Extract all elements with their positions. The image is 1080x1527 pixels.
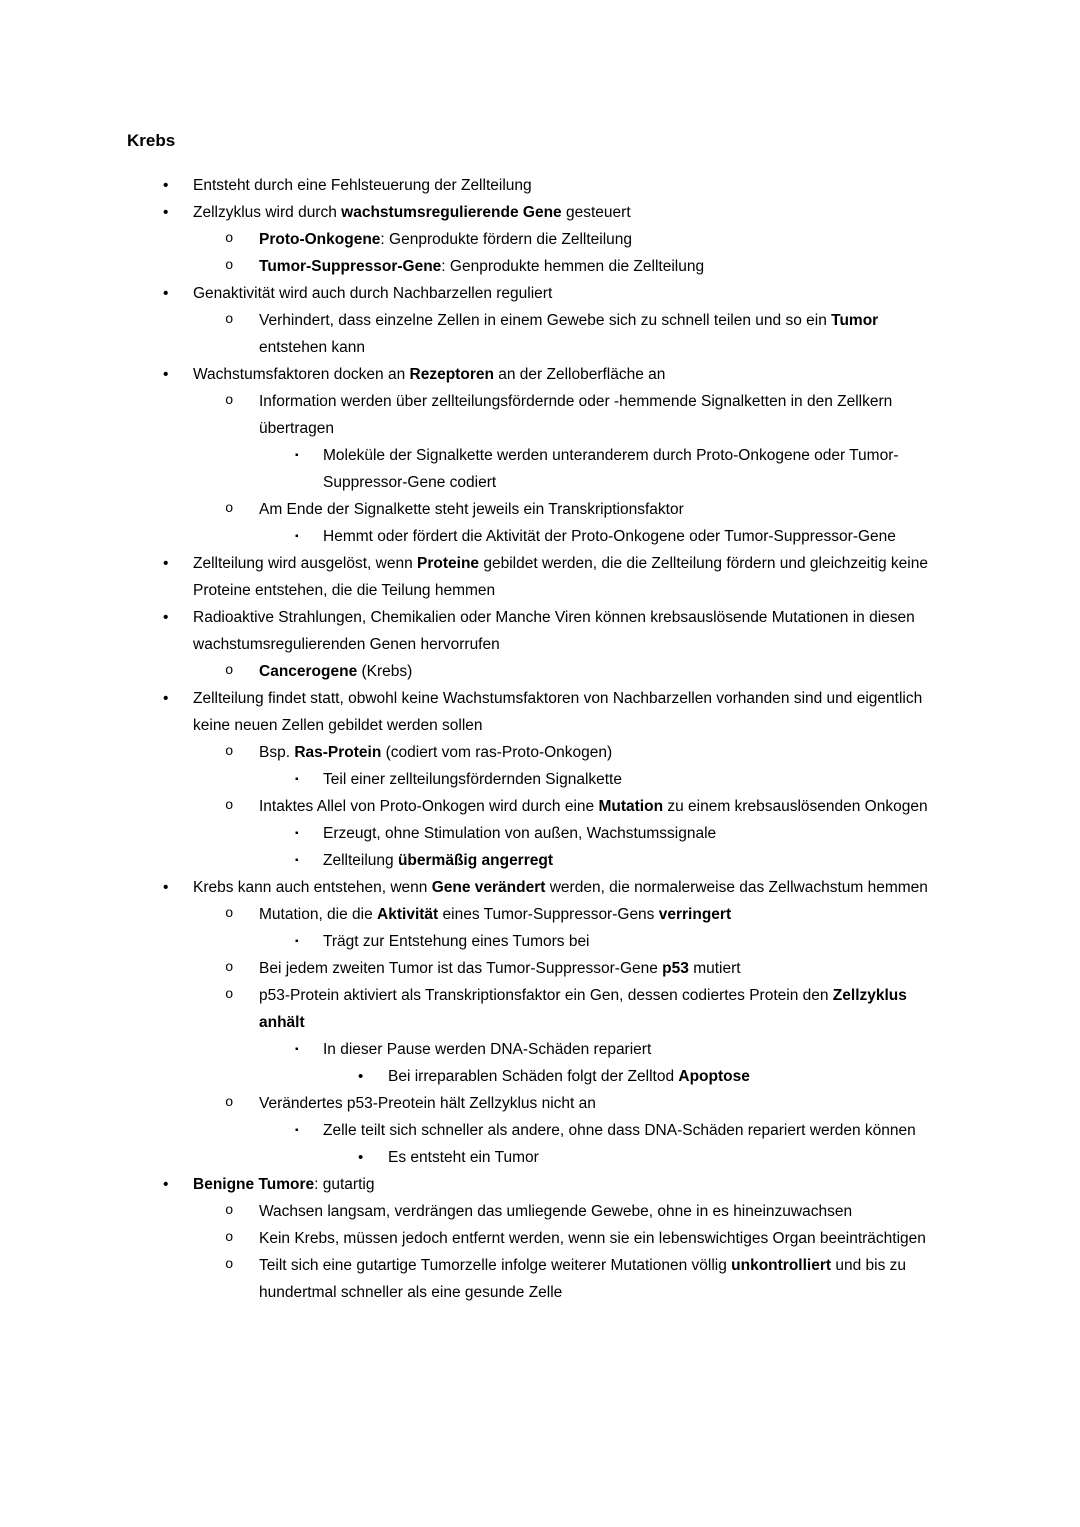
list-item <box>127 253 950 280</box>
bullet-marker: o <box>225 312 234 328</box>
bullet-marker: • <box>163 366 169 383</box>
list-item <box>127 199 950 226</box>
bullet-marker: • <box>163 879 169 896</box>
list-item-text: Zellzyklus wird durch wachstumsregulierende Gene gesteuert <box>193 204 631 221</box>
page-title: Krebs <box>127 131 176 150</box>
bullet-marker: ▪ <box>295 450 299 461</box>
bullet-marker: o <box>225 906 234 922</box>
bullet-marker: ▪ <box>295 1125 299 1136</box>
bullet-marker: o <box>225 798 234 814</box>
list-item-text: Intaktes Allel von Proto-Onkogen wird durch eine Mutation zu einem krebsauslösenden Onkogen <box>259 798 928 815</box>
list-item <box>127 1252 950 1306</box>
bullet-marker: o <box>225 744 234 760</box>
list-item <box>127 1063 950 1090</box>
list-item-text: Teil einer zellteilungsfördernden Signalkette <box>323 771 622 788</box>
bullet-marker: ▪ <box>295 531 299 542</box>
bullet-marker: o <box>225 1257 234 1273</box>
bullet-marker: o <box>225 258 234 274</box>
list-item <box>127 226 950 253</box>
list-item <box>127 1090 950 1117</box>
list-item <box>127 550 950 604</box>
list-item-text: Benigne Tumore: gutartig <box>193 1176 375 1193</box>
list-item <box>127 523 950 550</box>
list-item-text: Cancerogene (Krebs) <box>259 663 413 680</box>
bullet-marker: • <box>358 1149 364 1166</box>
list-item-text: p53-Protein aktiviert als Transkriptionsfaktor ein Gen, dessen codiertes Protein den Zellzyklus anhält <box>259 987 907 1031</box>
list-item <box>127 820 950 847</box>
list-item-text: Radioaktive Strahlungen, Chemikalien oder Manche Viren können krebsauslösende Mutationen in diesen wachstumsregulierenden Genen hervorrufen <box>193 609 915 653</box>
list-item <box>127 1171 950 1198</box>
bullet-marker: o <box>225 987 234 1003</box>
list-item-text: Trägt zur Entstehung eines Tumors bei <box>323 933 590 950</box>
bullet-marker: • <box>163 177 169 194</box>
bullet-marker: • <box>163 285 169 302</box>
bullet-marker: ▪ <box>295 1044 299 1055</box>
list-item <box>127 793 950 820</box>
list-item-text: Genaktivität wird auch durch Nachbarzellen reguliert <box>193 285 553 302</box>
list-item <box>127 847 950 874</box>
list-item-text: Verhindert, dass einzelne Zellen in einem Gewebe sich zu schnell teilen und so ein Tumor entstehen kann <box>259 312 879 356</box>
list-item-text: Krebs kann auch entstehen, wenn Gene verändert werden, die normalerweise das Zellwachstum hemmen <box>193 879 928 896</box>
list-item-text: Tumor-Suppressor-Gene: Genprodukte hemmen die Zellteilung <box>259 258 705 275</box>
list-item <box>127 766 950 793</box>
list-item-text: Wachstumsfaktoren docken an Rezeptoren an der Zelloberfläche an <box>193 366 666 383</box>
list-item-text: Proto-Onkogene: Genprodukte fördern die Zellteilung <box>259 231 633 248</box>
bullet-marker: o <box>225 1230 234 1246</box>
bullet-marker: • <box>358 1068 364 1085</box>
list-item-text: Moleküle der Signalkette werden unteranderem durch Proto-Onkogene oder Tumor-Suppressor-Gene codiert <box>323 447 899 491</box>
list-item <box>127 307 950 361</box>
list-item-text: Entsteht durch eine Fehlsteuerung der Zellteilung <box>193 177 532 194</box>
list-item <box>127 901 950 928</box>
list-item-text: Bsp. Ras-Protein (codiert vom ras-Proto-Onkogen) <box>259 744 613 761</box>
list-item-text: Es entsteht ein Tumor <box>388 1149 539 1166</box>
list-item <box>127 280 950 307</box>
list-item <box>127 874 950 901</box>
bullet-marker: o <box>225 1095 234 1111</box>
bullet-marker: • <box>163 555 169 572</box>
bullet-marker: • <box>163 609 169 626</box>
bullet-marker: o <box>225 393 234 409</box>
list-item-text: Erzeugt, ohne Stimulation von außen, Wachstumssignale <box>323 825 717 842</box>
list-item-text: Information werden über zellteilungsfördernde oder -hemmende Signalketten in den Zellkern übertragen <box>259 393 893 437</box>
list-item <box>127 982 950 1036</box>
list-item <box>127 442 950 496</box>
list-item-text: Zellteilung findet statt, obwohl keine Wachstumsfaktoren von Nachbarzellen vorhanden sind und eigentlich keine neuen Zellen gebildet werden sollen <box>193 690 923 734</box>
list-item <box>127 172 950 199</box>
list-item <box>127 928 950 955</box>
bullet-marker: o <box>225 231 234 247</box>
bullet-marker: o <box>225 501 234 517</box>
list-item <box>127 388 950 442</box>
bullet-list <box>127 172 950 1306</box>
list-item-text: Bei irreparablen Schäden folgt der Zelltod Apoptose <box>388 1068 750 1085</box>
list-item <box>127 604 950 658</box>
bullet-marker: ▪ <box>295 828 299 839</box>
list-item-text: Am Ende der Signalkette steht jeweils ein Transkriptionsfaktor <box>259 501 684 518</box>
list-item <box>127 1225 950 1252</box>
list-item-text: Zellteilung übermäßig angerregt <box>323 852 553 869</box>
list-item-text: Wachsen langsam, verdrängen das umliegende Gewebe, ohne in es hineinzuwachsen <box>259 1203 853 1220</box>
list-item-text: Mutation, die die Aktivität eines Tumor-Suppressor-Gens verringert <box>259 906 732 923</box>
list-item <box>127 1198 950 1225</box>
list-item-text: Bei jedem zweiten Tumor ist das Tumor-Suppressor-Gene p53 mutiert <box>259 960 741 977</box>
bullet-marker: • <box>163 1176 169 1193</box>
list-item <box>127 685 950 739</box>
list-item-text: Zellteilung wird ausgelöst, wenn Proteine gebildet werden, die die Zellteilung fördern und gleichzeitig keine Proteine entstehen, die die Teilung hemmen <box>193 555 928 599</box>
list-item <box>127 1144 950 1171</box>
bullet-marker: • <box>163 204 169 221</box>
list-item <box>127 1036 950 1063</box>
list-item-text: Verändertes p53-Preotein hält Zellzyklus nicht an <box>259 1095 596 1112</box>
bullet-marker: • <box>163 690 169 707</box>
list-item <box>127 361 950 388</box>
list-item <box>127 739 950 766</box>
list-item-text: Kein Krebs, müssen jedoch entfernt werden, wenn sie ein lebenswichtiges Organ beeinträchtigen <box>259 1230 926 1247</box>
list-item <box>127 955 950 982</box>
bullet-marker: o <box>225 1203 234 1219</box>
list-item <box>127 658 950 685</box>
list-item-text: Teilt sich eine gutartige Tumorzelle infolge weiterer Mutationen völlig unkontrolliert und bis zu hundertmal schneller als eine gesunde Zelle <box>259 1257 906 1301</box>
bullet-marker: ▪ <box>295 774 299 785</box>
bullet-marker: o <box>225 960 234 976</box>
bullet-marker: ▪ <box>295 936 299 947</box>
list-item-text: Hemmt oder fördert die Aktivität der Proto-Onkogene oder Tumor-Suppressor-Gene <box>323 528 896 545</box>
list-item <box>127 496 950 523</box>
bullet-marker: o <box>225 663 234 679</box>
list-item <box>127 1117 950 1144</box>
list-item-text: Zelle teilt sich schneller als andere, ohne dass DNA-Schäden repariert werden können <box>323 1122 916 1139</box>
bullet-marker: ▪ <box>295 855 299 866</box>
list-item-text: In dieser Pause werden DNA-Schäden repariert <box>323 1041 652 1058</box>
